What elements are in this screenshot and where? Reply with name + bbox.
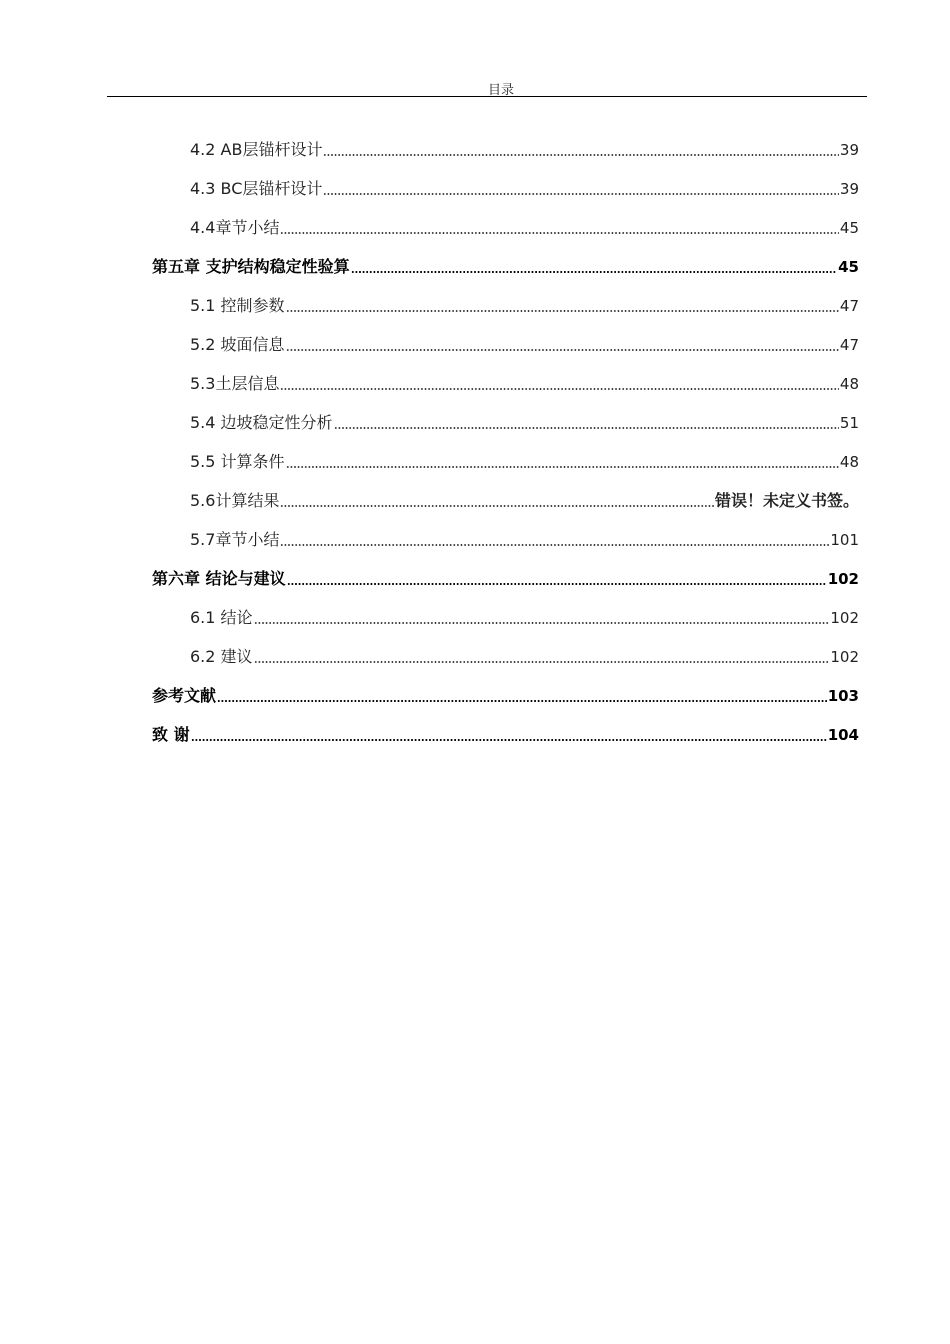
- toc-leader-dots: [323, 177, 839, 201]
- toc-entry[interactable]: [152, 723, 859, 747]
- toc-entry[interactable]: [152, 684, 859, 708]
- toc-entry-label: 致 谢: [152, 725, 190, 744]
- toc-entry[interactable]: [190, 450, 859, 474]
- toc-entry-page-number: 101: [830, 531, 859, 549]
- toc-entry-page-number: 51: [839, 414, 859, 432]
- toc-entry-label: 5.4 边坡稳定性分析: [190, 413, 333, 432]
- toc-leader-dots: [280, 489, 714, 513]
- toc-leader-dots: [323, 138, 838, 162]
- toc-entry-page-number: 48: [839, 375, 859, 393]
- toc-entry[interactable]: [190, 606, 859, 630]
- toc-leader-dots: [254, 606, 830, 630]
- toc-entry-page-number: 102: [830, 609, 859, 627]
- toc-leader-dots: [280, 372, 838, 396]
- toc-entry-label: 6.2 建议: [190, 647, 253, 666]
- toc-entry-page-number: 45: [838, 258, 859, 276]
- toc-entry-page-number: 102: [830, 648, 859, 666]
- toc-leader-dots: [286, 294, 839, 318]
- toc-entry[interactable]: [190, 489, 859, 513]
- toc-leader-dots: [287, 567, 827, 591]
- toc-entry[interactable]: [190, 372, 859, 396]
- toc-entry[interactable]: [190, 294, 859, 318]
- toc-leader-dots: [286, 450, 839, 474]
- toc-entry-page-number: 47: [839, 336, 859, 354]
- toc-entry-label: 5.6计算结果: [190, 491, 280, 510]
- toc-entry[interactable]: [190, 645, 859, 669]
- toc-entry-label: 4.3 BC层锚杆设计: [190, 179, 323, 198]
- toc-entry[interactable]: [190, 177, 859, 201]
- toc-entry[interactable]: [152, 567, 859, 591]
- toc-entry-label: 5.7章节小结: [190, 530, 280, 549]
- toc-entry-page-number: 47: [839, 297, 859, 315]
- toc-entry-label: 第五章 支护结构稳定性验算: [152, 257, 350, 276]
- toc-entry-label: 5.2 坡面信息: [190, 335, 285, 354]
- toc-entry-label: 5.5 计算条件: [190, 452, 285, 471]
- toc-entry-label: 参考文献: [152, 686, 217, 705]
- toc-entry-page-number: 39: [839, 180, 859, 198]
- toc-leader-dots: [280, 528, 829, 552]
- toc-entry-label: 5.3土层信息: [190, 374, 280, 393]
- toc-entry-label: 第六章 结论与建议: [152, 569, 286, 588]
- toc-leader-dots: [351, 255, 838, 279]
- page-header-title: 目录: [487, 83, 514, 98]
- toc-leader-dots: [334, 411, 839, 435]
- toc-entry-label: 5.1 控制参数: [190, 296, 285, 315]
- toc-leader-dots: [280, 216, 838, 240]
- toc-entry[interactable]: [152, 255, 859, 279]
- toc-entry[interactable]: [190, 216, 859, 240]
- toc-entry[interactable]: [190, 333, 859, 357]
- toc-entry-page-number: 104: [827, 726, 859, 744]
- toc-entry-label: 6.1 结论: [190, 608, 253, 627]
- toc-leader-dots: [286, 333, 839, 357]
- toc-entry-page-number: 48: [839, 453, 859, 471]
- toc-entry-page-number: 45: [839, 219, 859, 237]
- toc-entry-label: 4.4章节小结: [190, 218, 280, 237]
- toc-entry-page-number: 103: [827, 687, 859, 705]
- toc-leader-dots: [217, 684, 827, 708]
- toc-leader-dots: [254, 645, 830, 669]
- toc-entry[interactable]: [190, 138, 859, 162]
- toc-entry-error-text: 错误！未定义书签。: [714, 491, 859, 510]
- toc-entry-page-number: 39: [839, 141, 859, 159]
- toc-entry-page-number: 102: [827, 570, 859, 588]
- toc-entry[interactable]: [190, 528, 859, 552]
- toc-entry[interactable]: [190, 411, 859, 435]
- toc-leader-dots: [191, 723, 827, 747]
- toc-entry-label: 4.2 AB层锚杆设计: [190, 140, 323, 159]
